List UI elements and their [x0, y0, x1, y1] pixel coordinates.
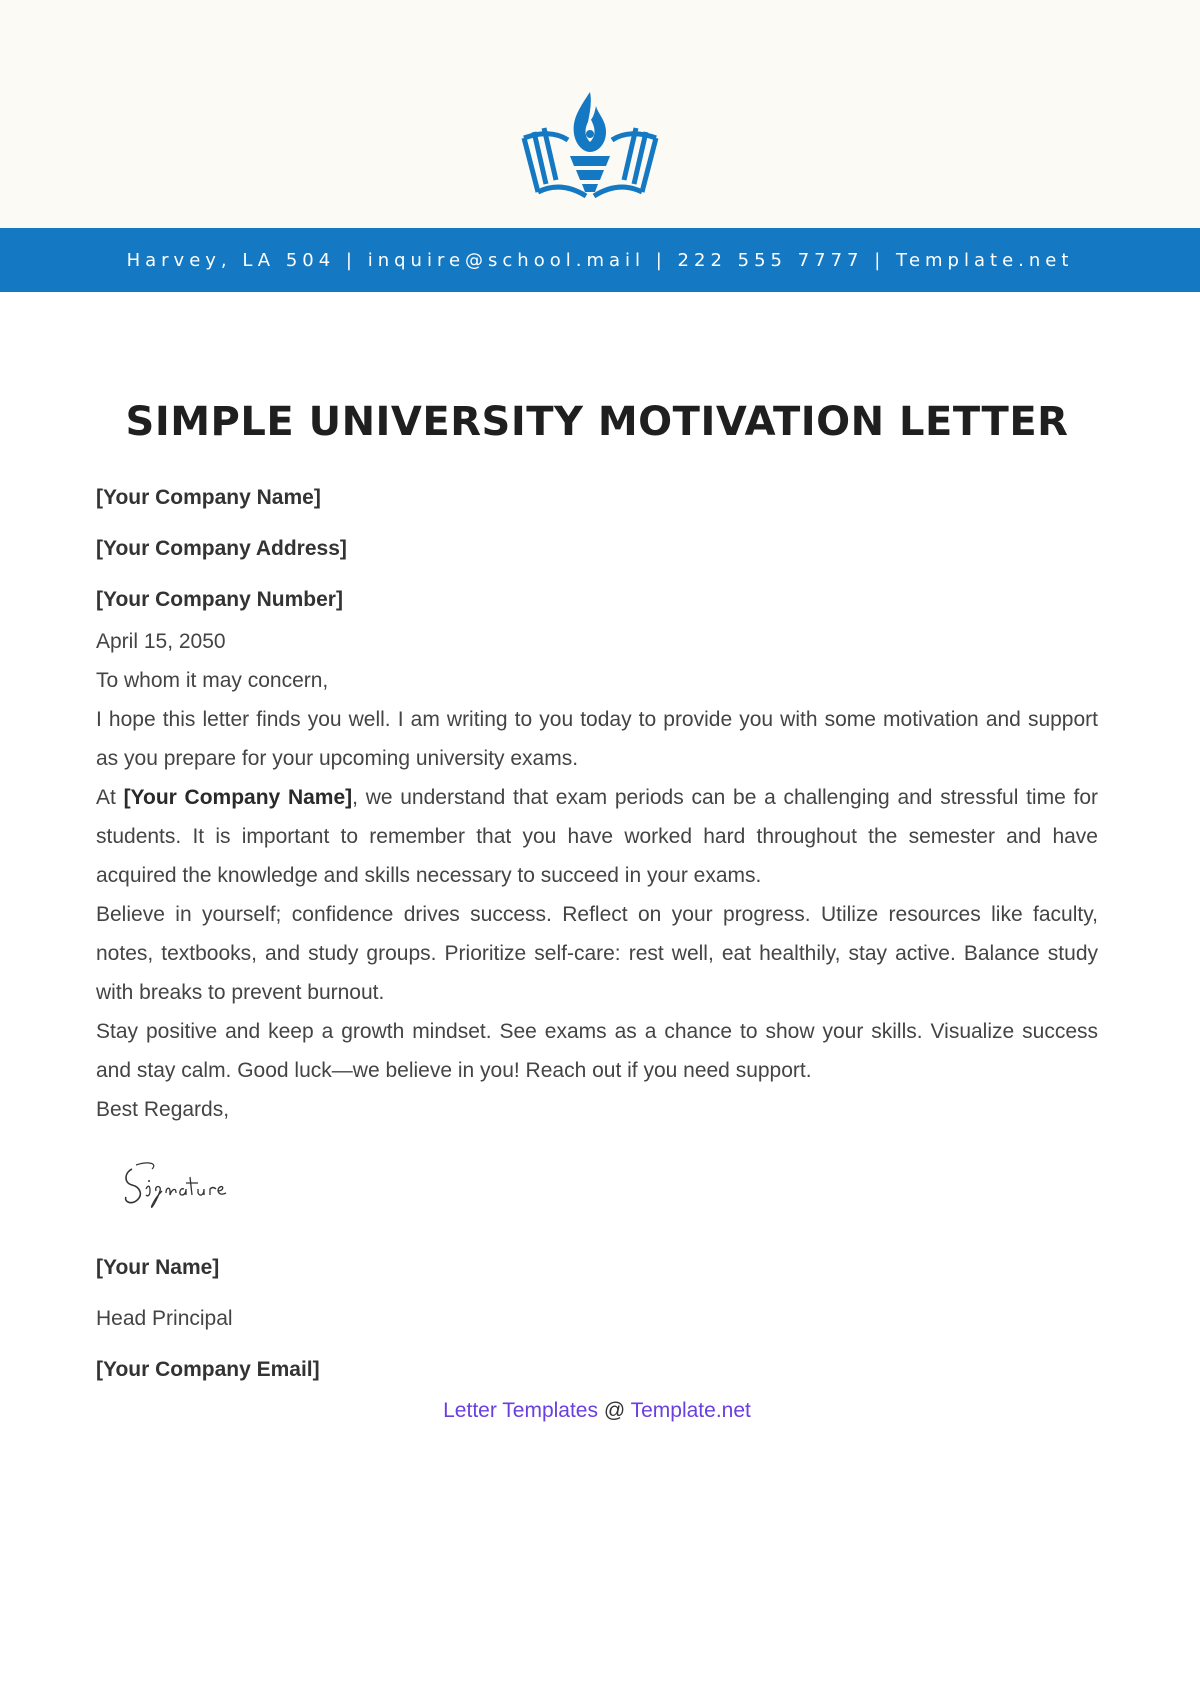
- signature-image: [118, 1155, 268, 1211]
- paragraph-company-rest: , we understand that exam periods can be a challenging and stressful time for students. It is important to remember that you have worked hard throughout the semester and have acquired the knowledge and skills necessary to succeed in your exams.: [96, 786, 1098, 887]
- company-name: [Your Company Name]: [96, 486, 321, 509]
- book-torch-icon: [520, 88, 660, 200]
- letter-body: [96, 396, 1098, 1428]
- footer-link-template-net[interactable]: Template.net: [630, 1399, 751, 1422]
- paragraph-company-name: [Your Company Name]: [123, 786, 353, 809]
- page-title: SIMPLE UNIVERSITY MOTIVATION LETTER: [125, 399, 1069, 445]
- footer-credit: [96, 1394, 1098, 1428]
- contact-line: Harvey, LA 504 | inquire@school.mail | 222 555 7777 | Template.net: [126, 249, 1074, 271]
- letter-date: April 15, 2050: [96, 630, 226, 653]
- your-name: [Your Name]: [96, 1256, 220, 1279]
- position-title: Head Principal: [96, 1307, 233, 1330]
- footer-link-letter-templates[interactable]: Letter Templates: [443, 1399, 598, 1422]
- header-band: [0, 0, 1200, 228]
- company-email: [Your Company Email]: [96, 1358, 320, 1381]
- closing-line: Best Regards,: [96, 1098, 230, 1121]
- paragraph-company-prefix: At: [96, 786, 124, 809]
- company-number: [Your Company Number]: [96, 588, 343, 611]
- paragraph-company: [96, 778, 1098, 895]
- company-address: [Your Company Address]: [96, 537, 347, 560]
- salutation: To whom it may concern,: [96, 669, 329, 692]
- footer-separator: @: [598, 1399, 631, 1422]
- contact-bar: [0, 228, 1200, 292]
- paragraph-advice: Believe in yourself; confidence drives success. Reflect on your progress. Utilize resources like faculty, notes, textbooks, and study groups. Prioritize self-care: rest well, eat healthily, stay active. Balance study with breaks to prevent burnout.: [96, 903, 1098, 1004]
- paragraph-intro: I hope this letter finds you well. I am writing to you today to provide you with some motivation and support as you prepare for your upcoming university exams.: [96, 708, 1098, 770]
- paragraph-closing: Stay positive and keep a growth mindset. See exams as a chance to show your skills. Visualize success and stay calm. Good luck—we believe in you! Reach out if you need support.: [96, 1020, 1098, 1082]
